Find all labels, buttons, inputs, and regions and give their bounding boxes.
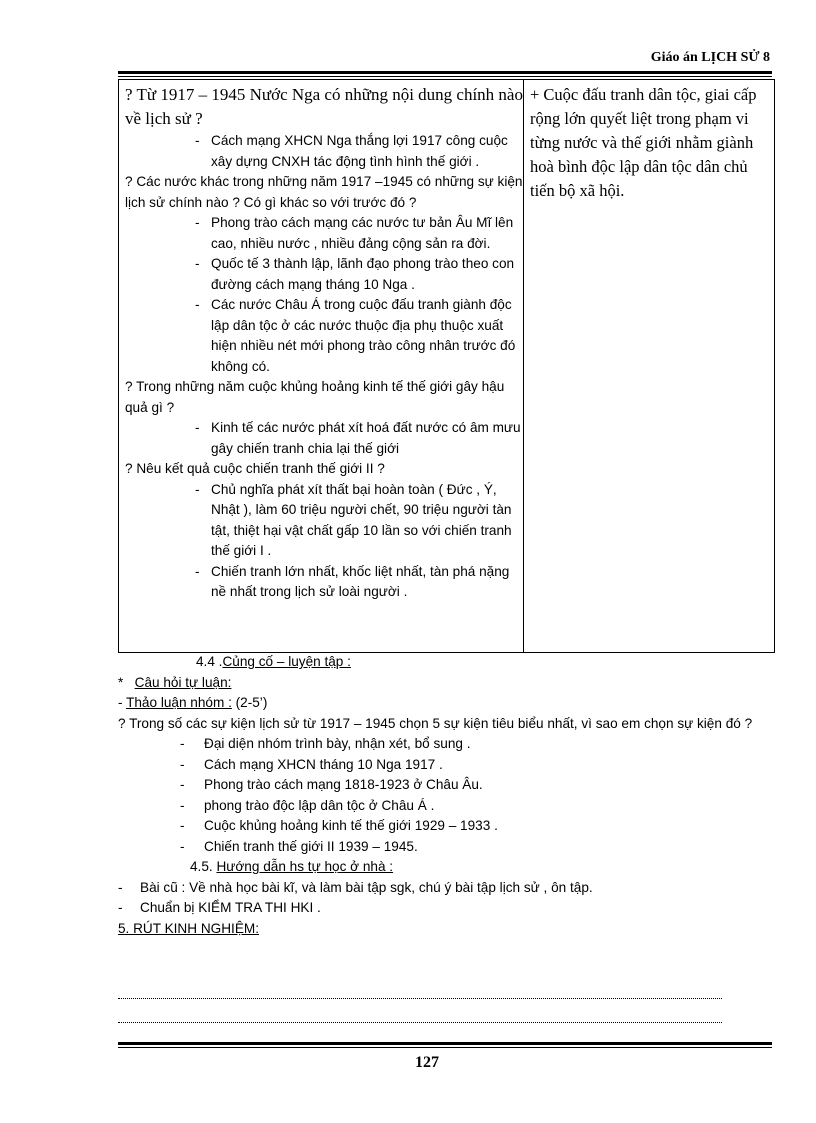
essay-questions-label bbox=[118, 673, 778, 694]
homework-item: - Bài cũ : Về nhà học bài kĩ, và làm bài tập sgk, chú ý bài tập lịch sử , ôn tập. bbox=[118, 878, 778, 899]
dotted-line bbox=[118, 998, 722, 999]
consolidation-heading-text: Củng cố – luyện tập : bbox=[222, 654, 351, 669]
list-item: - Chiến tranh thế giới II 1939 – 1945. bbox=[180, 837, 778, 858]
group-time: (2-5’) bbox=[231, 695, 268, 710]
experience-heading: 5. RÚT KINH NGHIỆM: bbox=[118, 920, 259, 936]
homework-heading-number: 4.5. bbox=[190, 859, 213, 874]
list-item: - Chiến tranh lớn nhất, khốc liệt nhất, tàn phá nặng nề nhất trong lịch sử loài người . bbox=[195, 562, 523, 603]
homework-item: - Chuẩn bị KIỂM TRA THI HKI . bbox=[118, 898, 778, 919]
list-item: - Cuộc khủng hoảng kinh tế thế giới 1929 – 1933 . bbox=[180, 816, 778, 837]
group-label-text: Thảo luận nhóm : bbox=[126, 695, 232, 710]
table-right-column bbox=[524, 80, 775, 653]
question-2: ? Các nước khác trong những năm 1917 –1945 có những sự kiện lịch sử chính nào ? Có gì khác so với trước đó ? bbox=[125, 174, 523, 210]
list-item: - Chủ nghĩa phát xít thất bại hoàn toàn ( Đức , Ý, Nhật ), làm 60 triệu người chết, 90 triệu người tàn tật, thiệt hại vật chất gấp 10 lần so với chiến tranh thế giới I . bbox=[195, 480, 523, 562]
list-item: - Đại diện nhóm trình bày, nhận xét, bổ sung . bbox=[180, 734, 778, 755]
answer-list-2 bbox=[119, 213, 523, 377]
consolidation-list bbox=[118, 734, 778, 857]
header-rule-thin bbox=[118, 76, 772, 77]
question-1: ? Từ 1917 – 1945 Nước Nga có những nội dung chính nào về lịch sử ? bbox=[125, 85, 523, 128]
footer-rule bbox=[118, 1042, 772, 1045]
consolidation-heading bbox=[118, 652, 778, 673]
answer-list-1 bbox=[119, 131, 523, 172]
question-4: ? Nêu kết quả cuộc chiến tranh thế giới II ? bbox=[125, 461, 385, 476]
table-left-column bbox=[119, 80, 524, 653]
consolidation-question: ? Trong số các sự kiện lịch sử từ 1917 – 1945 chọn 5 sự kiện tiêu biểu nhất, vì sao em chọn sự kiện đó ? bbox=[118, 715, 753, 731]
document-header-title: Giáo án LỊCH SỬ 8 bbox=[650, 50, 770, 65]
list-item: - Các nước Châu Á trong cuộc đấu tranh giành độc lập dân tộc ở các nước thuộc địa phụ thuộc xuất hiện nhiều nét mới phong trào công nhân trước đó không có. bbox=[195, 295, 523, 377]
summary-text: + Cuộc đấu tranh dân tộc, giai cấp rộng lớn quyết liệt trong phạm vi từng nước và thế giới nhằm giành hoà bình độc lập dân tộc dân chủ tiến bộ xã hội. bbox=[530, 85, 757, 200]
essay-label-text: Câu hỏi tự luận: bbox=[134, 674, 232, 690]
list-item: - Kinh tế các nước phát xít hoá đất nước có âm mưu gây chiến tranh chia lại thế giới bbox=[195, 418, 523, 459]
page-number: 127 bbox=[415, 1054, 439, 1071]
list-item: - Phong trào cách mạng 1818-1923 ở Châu Âu. bbox=[180, 775, 778, 796]
dotted-line bbox=[118, 1022, 722, 1023]
dash-marker: - bbox=[118, 695, 123, 710]
star-marker: * bbox=[118, 674, 124, 690]
homework-heading bbox=[118, 857, 778, 878]
list-item: - Cách mạng XHCN tháng 10 Nga 1917 . bbox=[180, 755, 778, 776]
question-3: ? Trong những năm cuộc khủng hoảng kinh tế thế giới gây hậu quả gì ? bbox=[125, 379, 505, 415]
list-item: - Cách mạng XHCN Nga thắng lợi 1917 công cuộc xây dựng CNXH tác động tình hình thế giới . bbox=[195, 131, 523, 172]
list-item: - Phong trào cách mạng các nước tư bản Âu Mĩ lên cao, nhiều nước , nhiều đảng cộng sản ra đời. bbox=[195, 213, 523, 254]
group-discussion-label bbox=[118, 693, 778, 714]
answer-list-3 bbox=[119, 418, 523, 459]
list-item: - Quốc tế 3 thành lập, lãnh đạo phong trào theo con đường cách mạng tháng 10 Nga . bbox=[195, 254, 523, 295]
answer-list-4 bbox=[119, 480, 523, 603]
footer-rule-thin bbox=[118, 1047, 772, 1048]
header-rule bbox=[118, 71, 772, 74]
list-item: - phong trào độc lập dân tộc ở Châu Á . bbox=[180, 796, 778, 817]
consolidation-heading-number: 4.4 . bbox=[196, 654, 223, 669]
homework-heading-text: Hướng dẫn hs tự học ở nhà : bbox=[216, 859, 394, 874]
lesson-body bbox=[118, 652, 778, 939]
lesson-table bbox=[118, 79, 775, 653]
